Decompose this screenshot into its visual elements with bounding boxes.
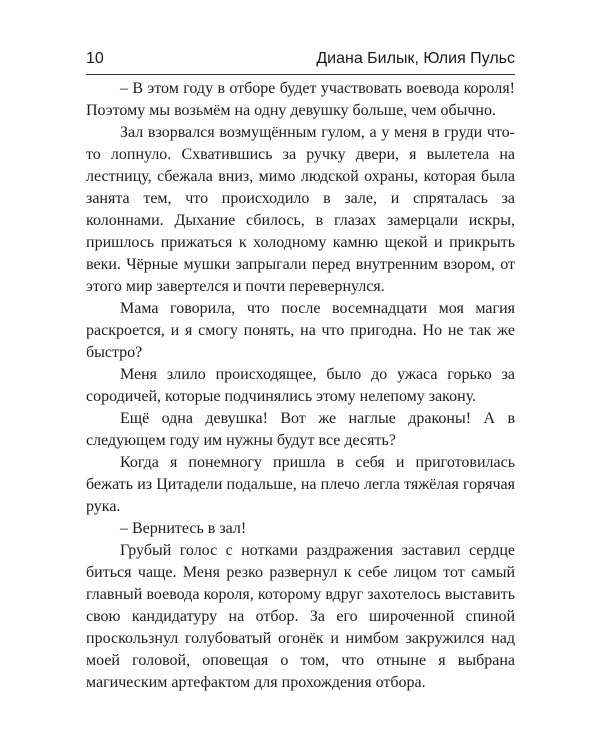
paragraph: Ещё одна девушка! Вот же наглые драконы! А в следующем году им нужны будут все десять?	[86, 410, 515, 449]
page-number: 10	[86, 50, 104, 67]
running-header	[86, 50, 515, 72]
paragraph: Мама говорила, что после восемнадцати моя магия раскроется, и я смогу понять, на что пригодна. Но не так же быстро?	[86, 300, 515, 361]
paragraph: Когда я понемногу пришла в себя и приготовилась бежать из Цитадели подальше, на плечо легла тяжёлая горячая рука.	[86, 454, 515, 515]
paragraph: – В этом году в отборе будет участвовать воевода короля! Поэтому мы возьмём на одну девушку больше, чем обычно.	[86, 80, 515, 119]
running-title-authors: Диана Билык, Юлия Пульс	[316, 50, 515, 67]
body-text	[86, 78, 515, 694]
header-rule	[86, 74, 515, 75]
paragraph: – Вернитесь в зал!	[120, 520, 247, 537]
paragraph: Меня злило происходящее, было до ужаса горько за сородичей, которые подчинялись этому нелепому закону.	[86, 366, 515, 405]
paragraph: Зал взорвался возмущённым гулом, а у меня в груди что-то лопнуло. Схватившись за ручку двери, я вылетела на лестницу, сбежала вниз, мимо людской охраны, которая была занята тем, что происходило в зале, и спряталась за колоннами. Дыхание сбилось, в глазах замерцали искры, пришлось прижаться к холодному камню щекой и прикрыть веки. Чёрные мушки запрыгали перед внутренним взором, от этого мир завертелся и почти перевернулся.	[86, 124, 515, 295]
paragraph: Грубый голос с нотками раздражения заставил сердце биться чаще. Меня резко развернул к себе лицом тот самый главный воевода короля, которому вдруг захотелось выставить свою кандидатуру на отбор. За его широченной спиной проскользнул голубоватый огонёк и нимбом закружился над моей головой, оповещая о том, что отныне я выбрана магическим артефактом для прохождения отбора.	[86, 542, 515, 691]
